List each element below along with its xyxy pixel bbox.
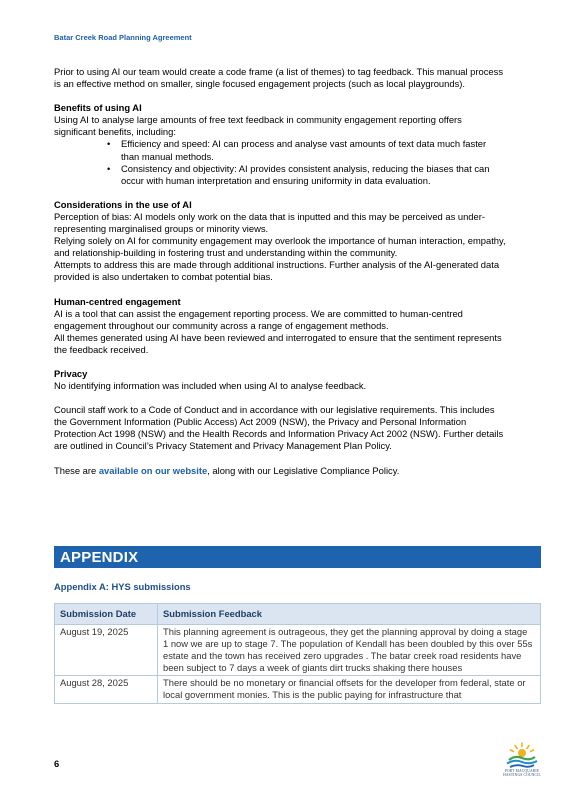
- human-centred-paragraph: All themes generated using AI have been reviewed and interrogated to ensure that the sentiment represents the feedback received.: [54, 331, 502, 355]
- policy-text-before: These are: [54, 464, 99, 476]
- benefits-text: Using AI to analyse large amounts of free text feedback in community engagement reporting offers significant benefits, including:: [54, 114, 462, 138]
- logo-text-line: PORT MACQUARIE: [504, 769, 540, 773]
- considerations-paragraph: Relying solely on AI for community engagement may overlook the importance of human interaction, empathy, and relationship-building in fostering trust and understanding within the community.: [54, 235, 506, 259]
- body-content: [54, 66, 506, 477]
- wave-line-icon: [507, 761, 537, 764]
- logo-text-line: HASTINGS COUNCIL: [503, 773, 541, 778]
- privacy-heading: Privacy: [54, 367, 88, 379]
- page-number: 6: [54, 758, 60, 769]
- privacy-paragraph: Council staff work to a Code of Conduct and in accordance with our legislative requirements. This includes the Government Information (Public Access) Act 2009 (NSW), the Privacy and Personal Information Protection Act 1998 (NSW) and the Health Records and Information Privacy Act 2002 (NSW). Further details are outlined in Council’s Privacy Statement and Privacy Management Plan Policy.: [54, 404, 504, 452]
- submission-date-cell: August 19, 2025: [55, 625, 158, 676]
- appendix-subheading: Appendix A: HYS submissions: [54, 581, 191, 592]
- submissions-table: [54, 603, 541, 704]
- wave-line-icon: [510, 765, 534, 767]
- table-header-row: [55, 604, 541, 625]
- table-row: [55, 625, 541, 676]
- policy-text-after: , along with our Legislative Compliance Policy.: [207, 464, 400, 476]
- considerations-heading: Considerations in the use of AI: [54, 198, 192, 210]
- council-logo-text: [493, 769, 551, 777]
- benefits-bullet: • Consistency and objectivity: AI provides consistent analysis, reducing the biases that can occur with human interpretation and ensuring uniformity in data evaluation.: [121, 163, 506, 187]
- benefits-heading: Benefits of using AI: [54, 102, 142, 114]
- benefits-list: [54, 138, 506, 186]
- submission-feedback-cell: There should be no monetary or financial offsets for the developer from federal, state or local government monies. This is the public paying for infrastructure that: [158, 676, 541, 703]
- column-header-date: Submission Date: [55, 604, 158, 625]
- policy-paragraph: [54, 465, 506, 477]
- intro-paragraph: Prior to using AI our team would create a code frame (a list of themes) to tag feedback. This manual process is an effective method on smaller, single focused engagement projects (such as local playgrounds).: [54, 66, 504, 90]
- benefits-bullet: • Efficiency and speed: AI can process and analyse vast amounts of text data much faster than manual methods.: [121, 138, 506, 162]
- document-header-title: Batar Creek Road Planning Agreement: [54, 33, 192, 42]
- human-centred-heading: Human-centred engagement: [54, 295, 181, 307]
- appendix-banner: [54, 546, 541, 568]
- privacy-paragraph: No identifying information was included when using AI to analyse feedback.: [54, 380, 367, 392]
- submission-date-cell: August 28, 2025: [55, 676, 158, 703]
- sun-icon: [511, 743, 534, 757]
- table-row: [55, 676, 541, 703]
- human-centred-paragraph: AI is a tool that can assist the engagement reporting process. We are committed to human-centred engagement throughout our community across a range of engagement methods.: [54, 307, 463, 331]
- submission-feedback-cell: This planning agreement is outrageous, they get the planning approval by doing a stage 1 now we are up to stage 7. The population of Kendall has been doubled by this over 55s estate and the town has received zero upgrades . The batar creek road residents have been subject to 7 days a week of giants dirt trucks shaking there houses: [158, 625, 541, 676]
- column-header-feedback: Submission Feedback: [158, 604, 541, 625]
- considerations-paragraph: Perception of bias: AI models only work on the data that is inputted and this may be perceived as under-representing marginalised groups or minority views.: [54, 210, 485, 235]
- appendix-title: APPENDIX: [60, 548, 139, 566]
- considerations-paragraph: Attempts to address this are made through additional instructions. Further analysis of the AI-generated data provided is also undertaken to combat potential bias.: [54, 259, 500, 283]
- hill-line-icon: [509, 757, 535, 760]
- website-link[interactable]: available on our website: [98, 464, 208, 476]
